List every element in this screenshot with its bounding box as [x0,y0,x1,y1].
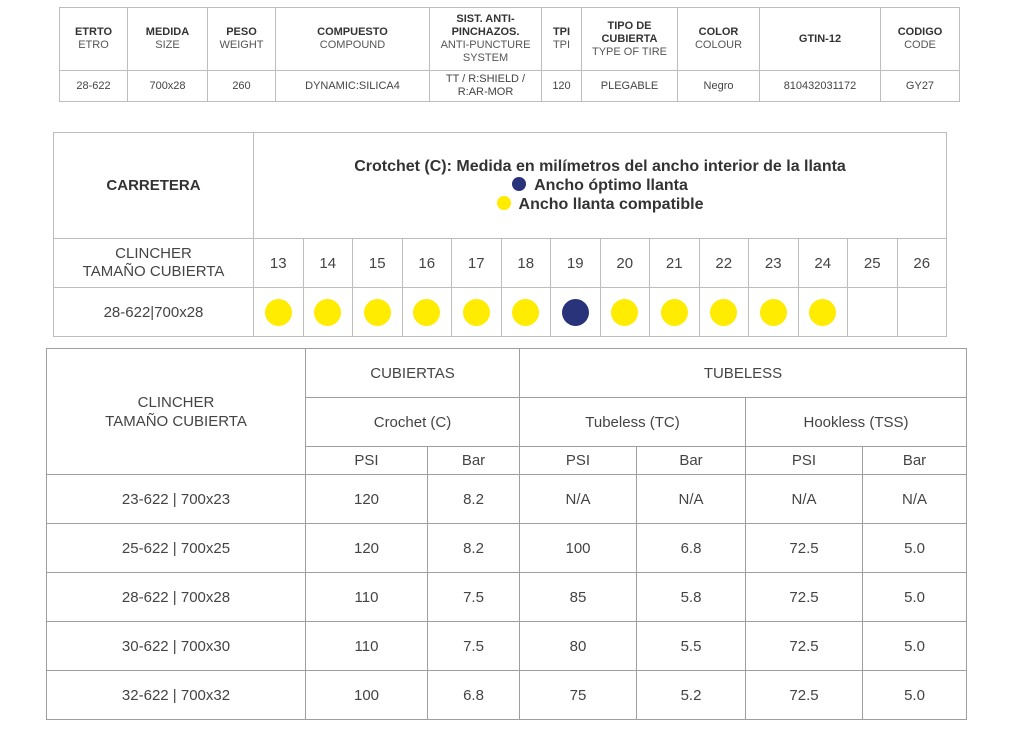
tubeless-bar: 5.8 [637,573,746,622]
spec-header-tpi: TPI TPI [542,8,582,71]
rim-width-26: 26 [897,239,947,288]
spec-table [59,7,960,102]
unit-psi: PSI [746,447,863,475]
hookless-psi: 72.5 [746,671,863,720]
row-size: 23-622 | 700x23 [47,475,306,524]
spec-value-gtin: 810432031172 [760,71,881,102]
compatible-dot-icon [497,196,511,210]
tubeless-psi: 85 [520,573,637,622]
hookless-bar: 5.0 [863,671,967,720]
compatible-dot-icon [265,299,292,326]
tubeless-bar: 6.8 [637,524,746,573]
tubeless-psi: N/A [520,475,637,524]
rim-compat-cell-23 [749,288,799,337]
hookless-bar: 5.0 [863,524,967,573]
rim-width-17: 17 [452,239,502,288]
spec-value-tire-type: PLEGABLE [582,71,678,102]
pressure-size-header: CLINCHER TAMAÑO CUBIERTA [47,349,306,475]
rim-compat-cell-13 [254,288,304,337]
rim-width-23: 23 [749,239,799,288]
rim-legend [254,133,947,239]
spec-header-etrto: ETRTO ETRO [60,8,128,71]
rim-width-13: 13 [254,239,304,288]
crochet-bar: 7.5 [428,622,520,671]
spec-value-code: GY27 [881,71,960,102]
spec-header-colour: COLOR COLOUR [678,8,760,71]
rim-width-18: 18 [501,239,551,288]
row-size: 28-622 | 700x28 [47,573,306,622]
table-row [47,622,967,671]
tubeless-bar: N/A [637,475,746,524]
crochet-bar: 8.2 [428,475,520,524]
unit-bar: Bar [428,447,520,475]
hookless-bar: 5.0 [863,573,967,622]
crochet-bar: 8.2 [428,524,520,573]
table-row [47,573,967,622]
spec-header-code: CODIGO CODE [881,8,960,71]
legend-compatible: Ancho llanta compatible [254,195,946,214]
hookless-psi: 72.5 [746,622,863,671]
crochet-psi: 120 [306,475,428,524]
compatible-dot-icon [809,299,836,326]
hookless-bar: 5.0 [863,622,967,671]
unit-bar: Bar [863,447,967,475]
spec-header-size: MEDIDA SIZE [128,8,208,71]
rim-width-16: 16 [402,239,452,288]
spec-value-tpi: 120 [542,71,582,102]
unit-psi: PSI [520,447,637,475]
compatible-dot-icon [314,299,341,326]
unit-bar: Bar [637,447,746,475]
pressure-table [46,348,967,720]
spec-value-weight: 260 [208,71,276,102]
spec-value-size: 700x28 [128,71,208,102]
rim-compat-cell-26 [897,288,947,337]
hookless-bar: N/A [863,475,967,524]
compatible-dot-icon [413,299,440,326]
spec-value-colour: Negro [678,71,760,102]
hookless-psi: 72.5 [746,573,863,622]
row-size: 25-622 | 700x25 [47,524,306,573]
spec-value-compound: DYNAMIC:SILICA4 [276,71,430,102]
rim-compat-table [53,132,947,337]
spec-value-puncture: TT / R:SHIELD / R:AR-MOR [430,71,542,102]
rim-size-header: CLINCHER TAMAÑO CUBIERTA [54,239,254,288]
rim-compat-cell-21 [650,288,700,337]
group-tubeless: TUBELESS [520,349,967,398]
crochet-psi: 120 [306,524,428,573]
rim-width-22: 22 [699,239,749,288]
rim-width-25: 25 [848,239,898,288]
legend-title: Crotchet (C): Medida en milímetros del ancho interior de la llanta [354,158,846,175]
rim-width-20: 20 [600,239,650,288]
crochet-psi: 110 [306,573,428,622]
rim-compat-cell-20 [600,288,650,337]
table-row [47,671,967,720]
spec-value-etrto: 28-622 [60,71,128,102]
spec-header-compound: COMPUESTO COMPOUND [276,8,430,71]
rim-compat-cell-16 [402,288,452,337]
rim-width-24: 24 [798,239,848,288]
compatible-dot-icon [463,299,490,326]
group-cubiertas: CUBIERTAS [306,349,520,398]
tubeless-bar: 5.2 [637,671,746,720]
tubeless-psi: 75 [520,671,637,720]
rim-legend-row [54,133,947,239]
row-size: 30-622 | 700x30 [47,622,306,671]
spec-header-tire-type: TIPO DE CUBIERTA TYPE OF TIRE [582,8,678,71]
rim-compat-cell-25 [848,288,898,337]
tubeless-bar: 5.5 [637,622,746,671]
rim-width-row [54,239,947,288]
rim-width-14: 14 [303,239,353,288]
rim-compat-cell-17 [452,288,502,337]
spec-header-weight: PESO WEIGHT [208,8,276,71]
crochet-bar: 7.5 [428,573,520,622]
rim-compat-cell-15 [353,288,403,337]
rim-tire-size: 28-622|700x28 [54,288,254,337]
compatible-dot-icon [512,299,539,326]
rim-width-15: 15 [353,239,403,288]
compatible-dot-icon [364,299,391,326]
sub-tubeless: Tubeless (TC) [520,398,746,447]
rim-compat-cell-14 [303,288,353,337]
spec-header-puncture: SIST. ANTI-PINCHAZOS. ANTI-PUNCTURE SYSTEM [430,8,542,71]
hookless-psi: 72.5 [746,524,863,573]
rim-compat-cell-18 [501,288,551,337]
rim-compat-cell-19 [551,288,601,337]
optimal-dot-icon [512,177,526,191]
compatible-dot-icon [661,299,688,326]
tubeless-psi: 100 [520,524,637,573]
rim-width-21: 21 [650,239,700,288]
compatible-dot-icon [710,299,737,326]
unit-psi: PSI [306,447,428,475]
rim-compat-cell-24 [798,288,848,337]
tubeless-psi: 80 [520,622,637,671]
table-row [47,475,967,524]
legend-optimal: Ancho óptimo llanta [254,176,946,195]
spec-header-gtin: GTIN-12 [760,8,881,71]
crochet-psi: 100 [306,671,428,720]
rim-table-label: CARRETERA [54,133,254,239]
hookless-psi: N/A [746,475,863,524]
rim-width-19: 19 [551,239,601,288]
table-row [47,524,967,573]
compatible-dot-icon [611,299,638,326]
spec-header-row [60,8,960,71]
crochet-bar: 6.8 [428,671,520,720]
pressure-group-row [47,349,967,398]
spec-value-row [60,71,960,102]
crochet-psi: 110 [306,622,428,671]
sub-crochet: Crochet (C) [306,398,520,447]
rim-compat-row [54,288,947,337]
compatible-dot-icon [760,299,787,326]
rim-compat-cell-22 [699,288,749,337]
row-size: 32-622 | 700x32 [47,671,306,720]
optimal-dot-icon [562,299,589,326]
sub-hookless: Hookless (TSS) [746,398,967,447]
